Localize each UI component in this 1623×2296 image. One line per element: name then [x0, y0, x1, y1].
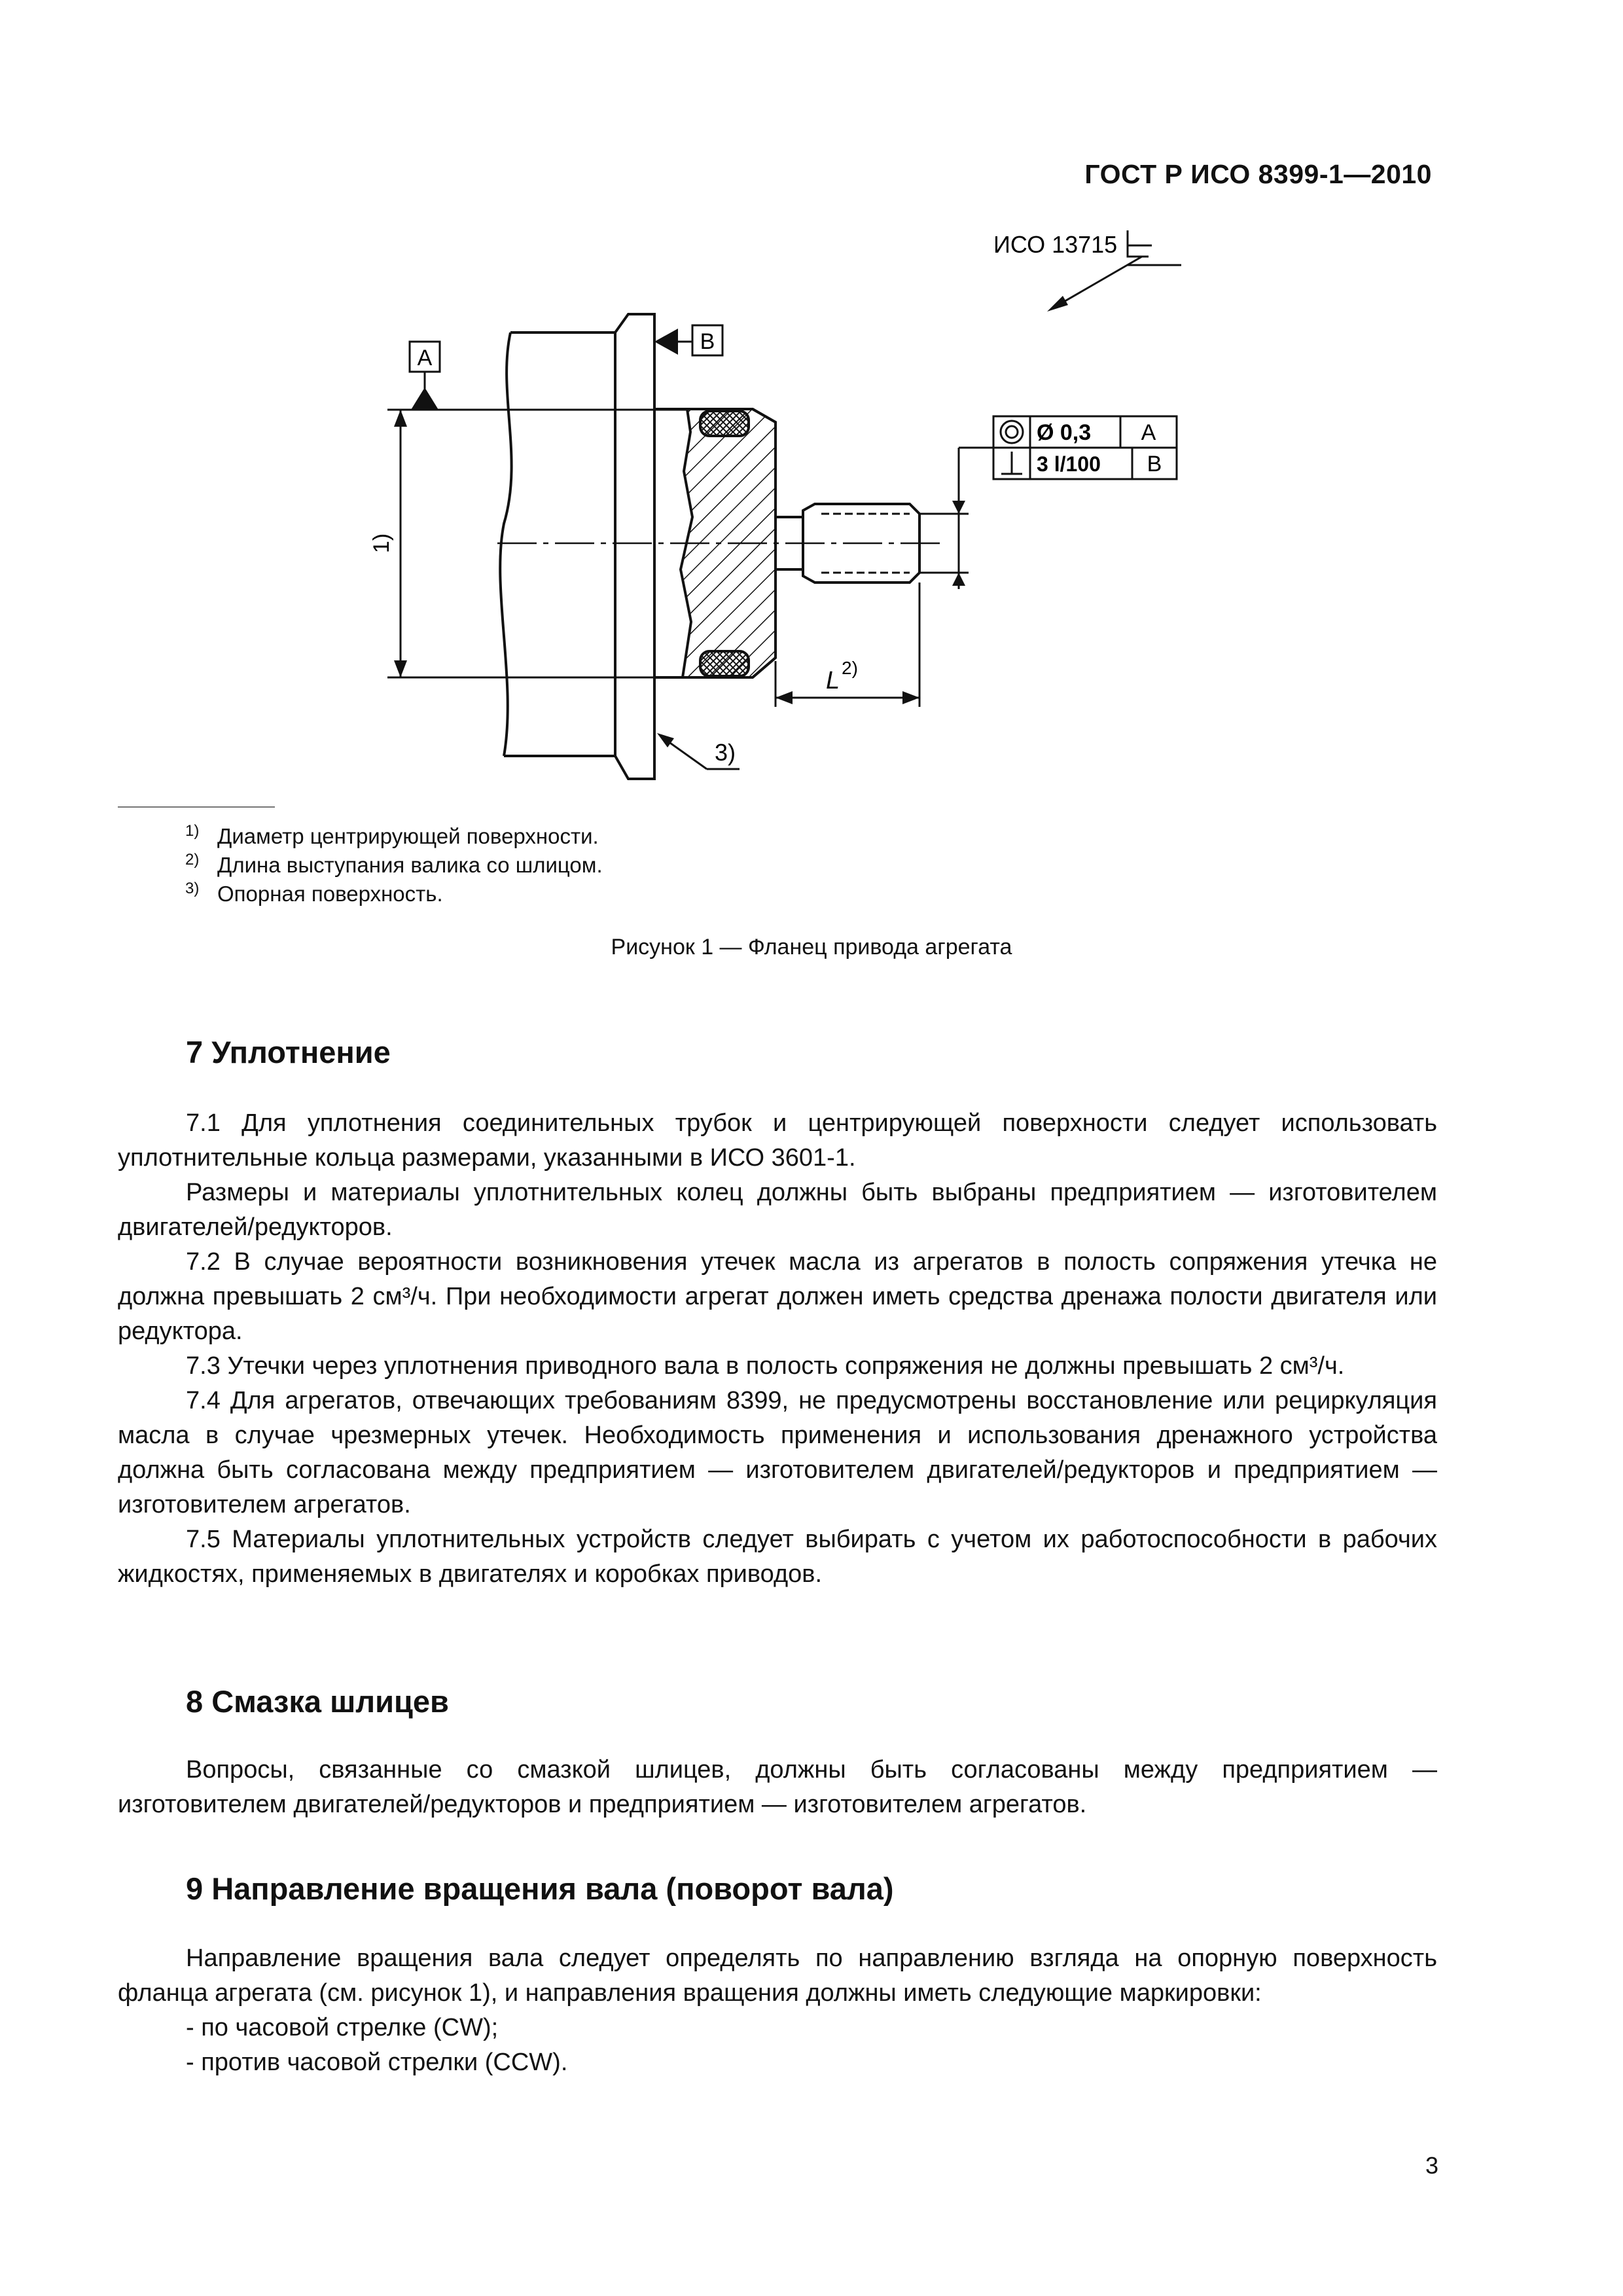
- paragraph: 7.4 Для агрегатов, отвечающих требованиям 8399, не предусмотрены восстановление или рециркуляция масла в случае чрезмерных утечек. Необходимость применения и использования дренажного устройства должна быть согласована между предприятием — изготовителем двигателей/редукторов и предприятием — изготовителем агрегатов.: [118, 1387, 1437, 1518]
- paragraph: Направление вращения вала следует определять по направлению взгляда на опорную поверхность фланца агрегата (см. рисунок 1), и направления вращения должны иметь следующие маркировки:: [118, 1945, 1437, 2007]
- datum-b-label: В: [700, 329, 715, 354]
- paragraph: Размеры и материалы уплотнительных колец должны быть выбраны предприятием — изготовителем двигателей/редукторов.: [118, 1179, 1437, 1241]
- datum-a-triangle-icon: [411, 387, 438, 410]
- o-ring-top: [700, 411, 749, 436]
- tol1-value: Ø 0,3: [1037, 420, 1092, 445]
- paragraph: 7.2 В случае вероятности возникновения утечек масла из агрегатов в полость сопряжения утечка не должна превышать 2 см³/ч. При необходимости агрегат должен иметь средства дренажа полости двигателя или редуктора.: [118, 1248, 1437, 1345]
- footnote-rule: [118, 806, 275, 808]
- length-sup: 2): [842, 658, 858, 678]
- flange-drawing: [0, 0, 1623, 805]
- list-item: - против часовой стрелки (CCW).: [186, 2049, 568, 2076]
- leader-arrow-icon: [1047, 296, 1068, 312]
- figure-caption: Рисунок 1 — Фланец привода агрегата: [611, 935, 1012, 960]
- footnotes: [186, 822, 603, 908]
- list-item: - по часовой стрелке (CW);: [186, 2014, 499, 2041]
- footnote-1: 1) Диаметр центрирующей поверхности.: [185, 822, 599, 848]
- paragraph: 7.3 Утечки через уплотнения приводного вала в полость сопряжения не должны превышать 2 см³/ч.: [186, 1352, 1345, 1380]
- tol1-ref: А: [1141, 420, 1156, 445]
- surface-label: 3): [715, 739, 736, 766]
- footnote-3: 3) Опорная поверхность.: [185, 880, 443, 906]
- document-header: ГОСТ Р ИСО 8399-1—2010: [1084, 159, 1432, 189]
- o-ring-bottom: [700, 651, 749, 676]
- flange-body: [500, 314, 687, 779]
- tol2-ref: В: [1147, 452, 1162, 476]
- section-9-body: [118, 1941, 1437, 2080]
- surface-arrow-icon: [657, 733, 674, 747]
- datum-b-triangle-icon: [654, 329, 678, 355]
- section-7-body: [118, 1106, 1437, 1592]
- section-9-title: 9 Направление вращения вала (поворот вала): [186, 1871, 894, 1906]
- iso-label: ИСО 13715: [993, 231, 1118, 258]
- section-8-body: [118, 1753, 1437, 1822]
- length-label: L: [826, 667, 840, 694]
- paragraph: 7.5 Материалы уплотнительных устройств следует выбирать с учетом их работоспособности в рабочих жидкостях, применяемых в двигателях и коробках приводов.: [118, 1526, 1437, 1588]
- section-8-title: 8 Смазка шлицев: [186, 1684, 449, 1719]
- tolerance-frame: [959, 416, 1177, 497]
- section-7-title: 7 Уплотнение: [186, 1035, 391, 1069]
- paragraph: Вопросы, связанные со смазкой шлицев, должны быть согласованы между предприятием — изготовителем двигателей/редукторов и предприятием — изготовителем агрегатов.: [118, 1756, 1437, 1818]
- datum-a-label: А: [417, 346, 433, 370]
- paragraph: 7.1 Для уплотнения соединительных трубок и центрирующей поверхности следует использовать уплотнительные кольца размерами, указанными в ИСО 3601-1.: [118, 1109, 1437, 1172]
- diameter-label: 1): [369, 533, 394, 554]
- tol2-value: 3 l/100: [1037, 452, 1101, 476]
- footnote-2: 2) Длина выступания валика со шлицом.: [185, 851, 603, 877]
- page-number: 3: [1425, 2152, 1438, 2179]
